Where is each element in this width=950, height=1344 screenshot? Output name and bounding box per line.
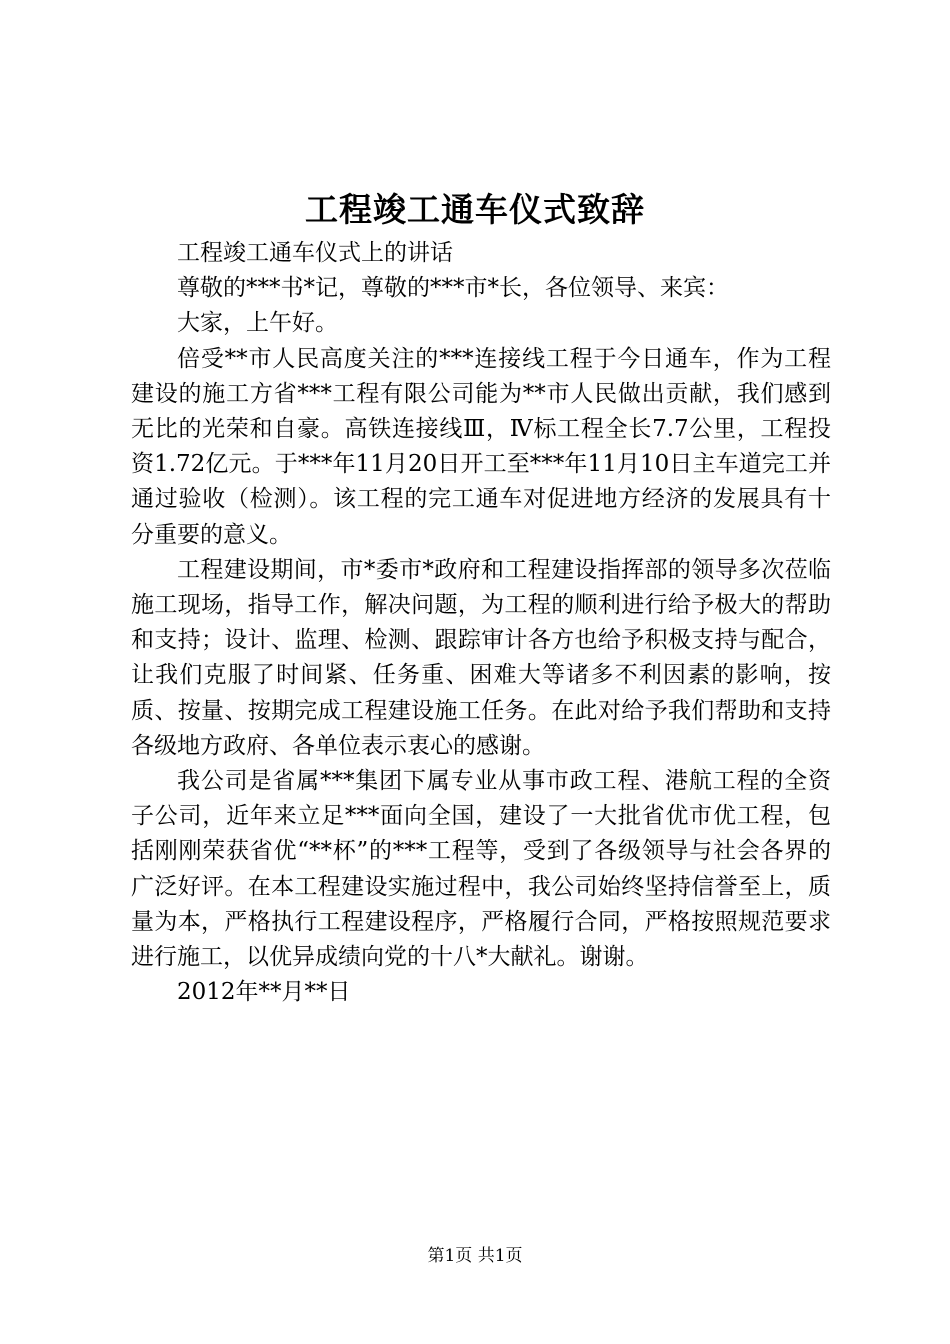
speech-heading: 工程竣工通车仪式上的讲话 (177, 240, 453, 266)
greeting: 大家，上午好。 (177, 310, 338, 337)
document-date: 2012年**月**日 (177, 979, 351, 1006)
salutation: 尊敬的***书*记，尊敬的***市*长，各位领导、来宾： (177, 275, 729, 302)
paragraph-company: 我公司是省属***集团下属专业从事市政工程、港航工程的全资子公司，近年来立足***面向全国，建设了一大批省优市优工程，包括刚刚荣获省优“**杯”的***工程等，受到了各级领导与社会各界的广泛好评。在本工程建设实施过程中，我公司始终坚持信誉至上，质量为本，严格执行工程建设程序，严格履行合同，严格按照规范要求进行施工，以优异成绩向党的十八*大献礼。谢谢。 (131, 768, 831, 971)
paragraph-thanks: 工程建设期间，市*委市*政府和工程建设指挥部的领导多次莅临施工现场，指导工作，解决问题，为工程的顺利进行给予极大的帮助和支持；设计、监理、检测、跟踪审计各方也给予积极支持与配合，让我们克服了时间紧、任务重、困难大等诸多不利因素的影响，按质、按量、按期完成工程建设施工任务。在此对给予我们帮助和支持各级地方政府、各单位表示衷心的感谢。 (131, 556, 831, 759)
paragraph-project-intro: 倍受**市人民高度关注的***连接线工程于今日通车，作为工程建设的施工方省***工程有限公司能为**市人民做出贡献，我们感到无比的光荣和自豪。高铁连接线Ⅲ，Ⅳ标工程全长7.7公里，工程投资1.72亿元。于***年11月20日开工至***年11月10日主车道完工并通过验收（检测）。该工程的完工通车对促进地方经济的发展具有十分重要的意义。 (131, 345, 831, 548)
document-body (131, 236, 831, 1010)
document-title: 工程竣工通车仪式致辞 (305, 190, 645, 229)
page-footer: 第1页 共1页 (427, 1246, 523, 1266)
